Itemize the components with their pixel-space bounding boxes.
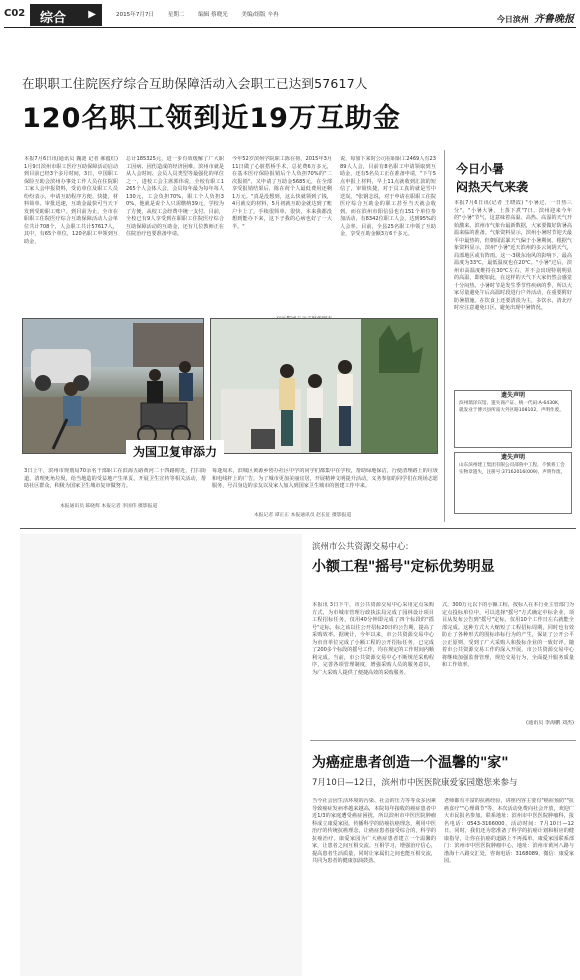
header-designer: 美编/组版 辛冉 (241, 12, 279, 18)
lost-notice-1-body: 滨州鼎泽宾馆，遗失商产证、统一代码:A-6430K，就发业于博兴县所南大外区路108102，声明作废。 (459, 401, 564, 413)
photo-street-cleaning-image (23, 319, 204, 454)
header-weekday: 星期二 (167, 12, 185, 18)
s2-title: 小额工程"摇号"定标优势明显 (312, 559, 495, 575)
masthead-calligraphy: 齐鲁晚报 (534, 14, 574, 25)
masthead (497, 7, 574, 26)
s3-title: 为癌症患者创造一个温馨的"家" (312, 755, 509, 771)
side-body: 本报7月6日讯(记者 王晓霞) "小暑过，一日热三分"。"小暑大暑，上蒸下煮"7日，滨州迎来今年的"小暑"节气，这意味着高温、高热、高湿的天气开始激来。滨州市气象台最新数据，大家要做好防暑高温来临的准备。气象资料显示，滨州小暑时节迎天最平中最热的，但朝闻雷暴天气偏于小暑期间。根据气象资料显示，滨州"小暑"近天滨州的多云间阴天气，局部地区或有阵雨。这一-3级东南风的影响下，最高温度为33℃，最低温度也在20℃。"小暑"过后，滨州市高温度维持在30℃左右，并不会出现特别明显的高温，即便如此，在这样的天气下大家仍然会感觉十分闷热。小暑时节是发生季节性疾病的季，所以大家尽量避免午后高温时段进行户外活动，在重要附好防暑措施。在饮食上还要清淡为主，多饮水，清北疗时应注意避免口区，避免出现中暑情况。 (454, 200, 572, 311)
main-subtitle: 在职职工住院医疗综合互助保障活动入会职工已达到57617人 (22, 76, 368, 91)
lost-notice-1 (454, 390, 572, 448)
main-col-1: 本报7月6日讯(通讯员 魏涟 记者 郝蕴红) 1月9日滨州市职工医疗互助保障活动启动到目前已经3个多月时间，3日，中国职工保险互助会滨州办事处工作人员在住院职工家人会申报资料，受访单位及职工人员纷纷表示，申请互助程序方便、快捷，材料简单、审批迅速，互助金最快可当天下发到受助职工账户。到目前为止，全市在职职工住院医疗综合互助保障活动人会单位共计708个，人会职工共计57617人，其中，有65个单位，120名职工申领到互助金， (24, 156, 118, 245)
s3-col-b: 老师都有丰富的抗癌经验，讲座内容主要有"癌症预防""抗癌食疗""心理调节"等，本次活动免费向社会开放，欢迎广大市民报名参加。联系地址：滨州市中医医院肿瘤科，报名电话：0543-3166000，活动时间：7月10日—12日。同时，我们还为您准备了科学的抗癌计划和相应的健康指导，让你在抗癌的道路上不再孤单。康爱家园联系部门：滨州市中医医院肿瘤中心，地址：滨州市黄河八路与渤海十八路交汇处，咨询电话：3168089，微信：康爱家园。 (444, 798, 574, 864)
main-col-3: 今年52岁滨州学院职工陈在荷，2015年3月11日做了心脏搭桥手术，总花费6万多元，在基本医疗保险报销后个人负担70%的"二次报销"，又申请了互助金5685元，在全部享受报销结果后，陈在荷个人最低费用还剩1万元。"真是没想到，这么快就领到了钱，4月就交的材料，5月初就互助金就达到了账户卡上了。手续很简单，很快，本来我都没想到能办下来，这下子我的心病也好了一大半。" (232, 156, 332, 230)
s2-col-a: 本报讯 3日下午，市公共资源交易中心采用定点采购方式，为市城市管理行政执法局完成了园林设计项目工程招标任务，仅用40分钟即完成了四个标段的"摇号"定标，标之该以往公开招标20日的公告期，提高了采购效率。据统计，今年以来，市公共资源交易中心为市直单位完成了小额工程的公开招标任务，已完成了200多个标段的摇号工作，均在规定的工作时间内顺利完成。当前，市公共资源交易中心不断规范采购程序，完善各项管理制度，增强采购人员的服务意识，为广大采购人提供了便捷高效的采购服务。 (312, 602, 434, 676)
s2-col-b-wrap (442, 602, 574, 732)
s3-subtitle: 7月10日—12日，滨州市中医医院康爱家园邀您来参与 (312, 778, 518, 788)
masthead-paper: 今日滨州 (496, 15, 529, 24)
header-date: 2015年7月7日 (116, 12, 155, 18)
photo-students-cleaning (210, 318, 438, 454)
s2-credit: (通讯员 李海鹏 刘杰) (526, 720, 574, 726)
photo-1-caption-title: 为国卫复审添力 (126, 440, 224, 463)
side-title-2: 闷热天气来袭 (456, 180, 529, 194)
s3-col-a: 当今社会因生活环境的污染、社会的压力等等众多因素导致癌症发病率越来越高，本院每年接收的癌症患者中近1/3的家庭遭受癌症困扰，所以滨州市中医医院肿瘤科成立康爱家园，传播科学的防癌抗癌理念，利用中医治疗的传统抗癌理念，让癌症患者接受综合的，科学的抗癌治疗。康爱家园为广大癌症患者建立一个温馨的家，让患者之间互相交流、互相学习，增强治疗信心，提高患者生活质量，同时让家属们之间也能互相交流，共同为患者的健康加油鼓劲。 (312, 798, 436, 864)
photo-1-credit: 本报通讯员 陈晓辉 本报记者 李国伟 摄影报道 (60, 504, 158, 509)
page-number: C02 (4, 8, 26, 19)
section-tag (30, 4, 102, 26)
main-col-3-wrap (232, 156, 332, 326)
photo-2 (210, 318, 438, 454)
section-title: 综合 (40, 11, 67, 26)
photo-1-caption: 3日上午，滨州市规划局70余名干部职工在滨海五路黄河二十四路附近，打扫街道，清理死角垃圾，给当地造的受益地产生单页，开展卫生宣传等相关活动，帮助社区群众，积极为国家卫生城市复审做努力。 (24, 468, 206, 489)
s2-kicker: 滨州市公共资源交易中心: (312, 542, 409, 552)
lost-notice-2-body: 山东滨州建工集团有限公司部鲁中工程，不慎将工会实物章遗失，注册号:37162016(009)，声明作废。 (459, 463, 566, 475)
lost-notice-1-title: 遗失声明 (500, 392, 525, 399)
section-arrow-icon: ▶ (88, 9, 96, 20)
s2-col-b: 式，300万元以下的小额工程，按标人在本行业主管部门为定点投标单位中，可以选择"摇号"方式确定中标企业，项目从发布公告到"摇号"定标，仅用10个工作日左右就能全部完成。这种方式大大缩短了工程招标周期，同时也有效防止了各种形式的围标串标行为的产生，保证了公开公平公正原则，受到了广大采购人和投标企业的一致好评。随着市公共资源交易工作的深入开展，市公共资源交易中心将继续加强监督管理，规范交易行为，全面提升服务质量和工作效率。 (442, 602, 574, 668)
photo-2-caption: 每逢周末，滨城区黄源乡创办社区中学的同学们都集中在学校，帮助绿地保洁，行使清理路上的垃圾和电线杆上的广告。为了城市更加美丽宜居，开展精神文明提升活动，义务参加的同学们在现场志愿服务，号召身边的亲友以及家人加入到国家卫生城市的创建工作中来。 (212, 468, 438, 489)
main-title: 120名职工领到近19万互助金 (22, 103, 401, 134)
main-col-2: 总计185325元，进一步有效缓解了广大职工因病、因伤造成的经济困难。滨州市就是从人会时间、会员人员类型等最强化的单位之一，进校工会主席郭伟说，全校有职工1265个人会体人会，会员每年最为每年每人130元，工会负担70%，职工个人负担30%，他就是说个人只需缴纳39元，学校为了方便，从校工会经费中统一支付。目前，全校已有9人享受到在职职工住院医疗综合互助保障活动的互助金，还有几位教师正在住院治疗也要准备申请。 (126, 156, 224, 237)
photo-students-cleaning-image (211, 319, 438, 454)
lost-notice-2 (454, 452, 572, 514)
header-meta (116, 11, 279, 19)
photo-street-cleaning (22, 318, 204, 454)
header-editor: 编辑 蔡晓光 (198, 12, 228, 18)
lost-notice-2-title: 遗失声明 (500, 454, 525, 461)
page-header (4, 4, 576, 28)
photo-2-credit: 本报记者 谭正正 本报通讯员 赵长征 摄影报道 (254, 513, 352, 518)
side-title-1: 今日小暑 (456, 162, 505, 176)
lower-left-blank (20, 534, 302, 976)
main-col-4: 说，每加下来时公司在职职工2469人有2389人人会，目前有8名职工申请领取到互助金，还有5名员工正在准备申请，"下午5点申报上材料，早上11点就收到汇款的短信了，审简快捷，对于员工真的就是雪中送炭。"张钢志说，对于申请在职职工住院医疗综合互助金的职工甚至当天就会收到。而在滨州市阳信县也有151个单位参加活动，有8342位职工人会，达到95%的人会率。目前，全县25名职工申领了互助金，享受互助金额3万6千多元。 (340, 156, 436, 237)
